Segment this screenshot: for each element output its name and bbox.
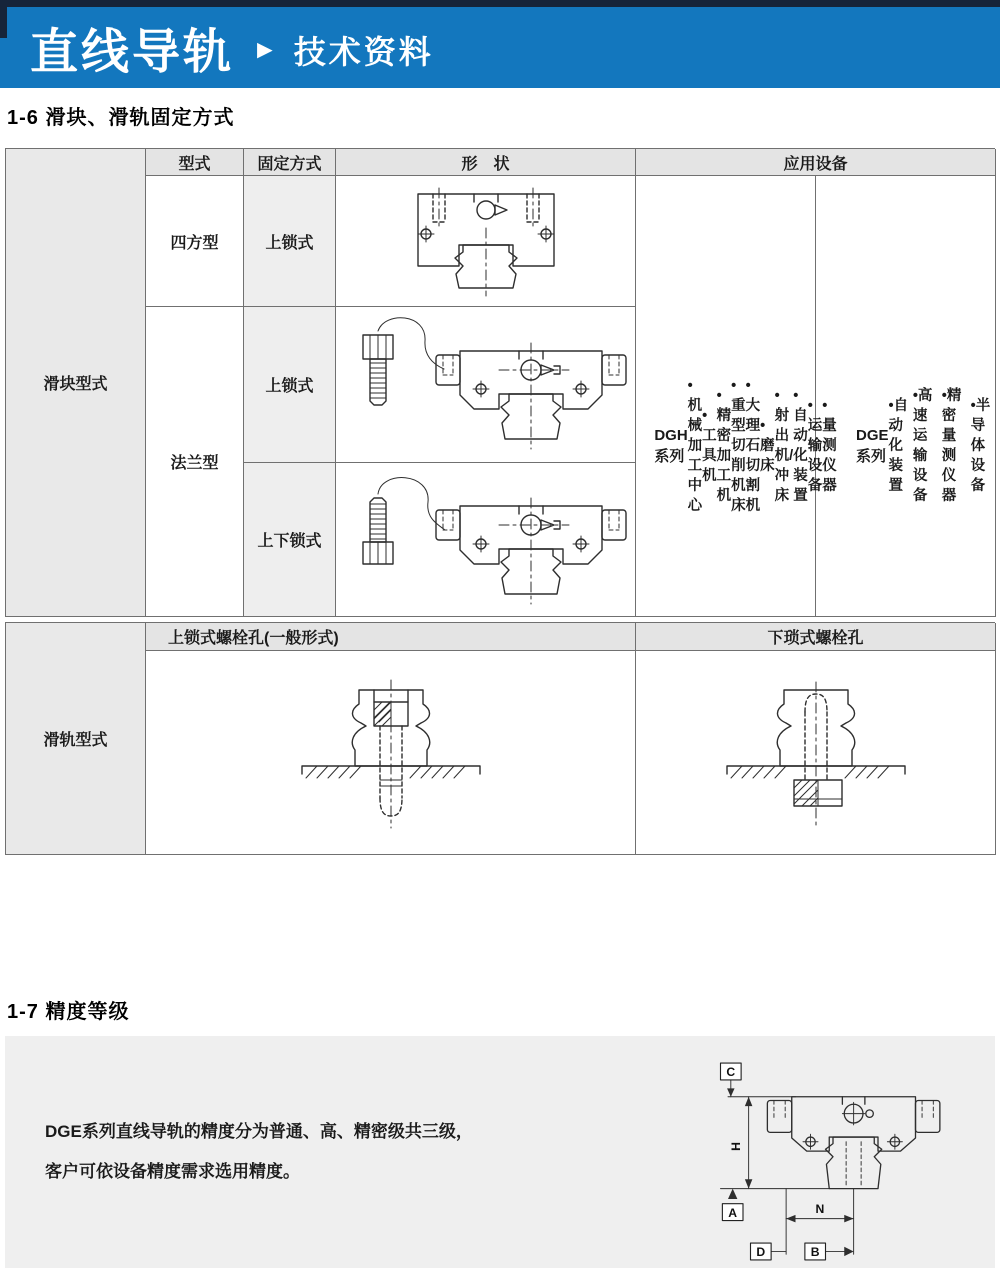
col-header-shape: 形 状	[336, 149, 636, 176]
dim-label-a: A	[728, 1205, 738, 1220]
section-1-6-heading: 1-6 滑块、滑轨固定方式	[7, 107, 235, 129]
application-item: •大理石切割机	[745, 378, 761, 514]
accuracy-dimension-drawing	[653, 1048, 953, 1273]
dim-label-h: H	[729, 1142, 744, 1151]
application-item: •精密加工机	[716, 388, 732, 504]
banner-corner-accent	[0, 0, 7, 38]
application-item: •磨床	[760, 418, 775, 474]
row-group-label-rail: 滑轨型式	[6, 623, 146, 855]
application-item: •工具机	[702, 408, 717, 484]
rail-header-top-lock: 上锁式螺栓孔(一般形式)	[146, 623, 636, 651]
dim-label-d: D	[756, 1245, 766, 1260]
col-header-fixing: 固定方式	[244, 149, 336, 176]
application-item: •自动化装置	[888, 398, 909, 494]
shape-cell-square	[336, 176, 636, 307]
accuracy-line-1: DGE系列直线导轨的精度分为普通、高、精密级共三级，	[45, 1122, 473, 1141]
application-item: •半导体设备	[970, 398, 991, 494]
application-list-dge	[816, 176, 996, 617]
rail-top-lock-bolt-drawing	[286, 668, 496, 838]
rail-drawing-cell-bottom-lock	[636, 651, 996, 855]
fixing-cell-top-bottom-lock: 上下锁式	[244, 463, 336, 617]
dim-label-n: N	[815, 1202, 825, 1216]
accuracy-description	[45, 1112, 473, 1192]
rail-header-bottom-lock: 下琐式螺栓孔	[636, 623, 996, 651]
fixing-cell-top-lock-1: 上锁式	[244, 176, 336, 307]
application-item: •运输设备	[807, 398, 823, 494]
application-item: •量测仪器	[822, 398, 837, 494]
application-item: •高速运输设备	[912, 388, 933, 504]
arrow-icon: ►	[252, 34, 278, 64]
banner-top-strip	[0, 0, 1000, 7]
col-header-application: 应用设备	[636, 149, 996, 176]
section-1-7-heading: 1-7 精度等级	[7, 1001, 130, 1023]
accuracy-panel	[5, 1036, 995, 1268]
series-title: DGE系列	[856, 427, 889, 465]
flange-top-lock-drawing	[341, 315, 631, 455]
application-item: •重型切削机床	[731, 378, 746, 514]
flange-top-bottom-lock-drawing	[341, 470, 631, 610]
rail-fixing-table	[5, 622, 995, 855]
col-header-type: 型式	[146, 149, 244, 176]
row-group-label-slider: 滑块型式	[6, 149, 146, 617]
application-list-dgh	[636, 176, 837, 617]
accuracy-line-2: 客户可依设备精度需求选用精度。	[45, 1162, 300, 1181]
type-cell-flange: 法兰型	[146, 307, 244, 617]
dim-label-c: C	[726, 1065, 736, 1080]
page-title: 直线导轨	[30, 26, 235, 79]
square-block-drawing	[386, 182, 586, 300]
application-item: •机械加工中心	[687, 378, 703, 514]
rail-bottom-lock-bolt-drawing	[711, 668, 921, 838]
application-item: •射出机/冲床	[774, 388, 794, 504]
type-cell-square: 四方型	[146, 176, 244, 307]
shape-cell-flange-top	[336, 307, 636, 463]
application-item: •自动化装置	[793, 388, 808, 504]
shape-cell-flange-top-bottom	[336, 463, 636, 617]
page-banner	[0, 0, 1000, 88]
application-item: •精密量测仪器	[941, 388, 962, 504]
dim-label-b: B	[810, 1245, 820, 1260]
rail-drawing-cell-top-lock	[146, 651, 636, 855]
fixing-cell-top-lock-2: 上锁式	[244, 307, 336, 463]
slider-fixing-table	[5, 148, 995, 617]
series-title: DGH系列	[654, 427, 688, 465]
page-subtitle: 技术资料	[293, 33, 434, 70]
